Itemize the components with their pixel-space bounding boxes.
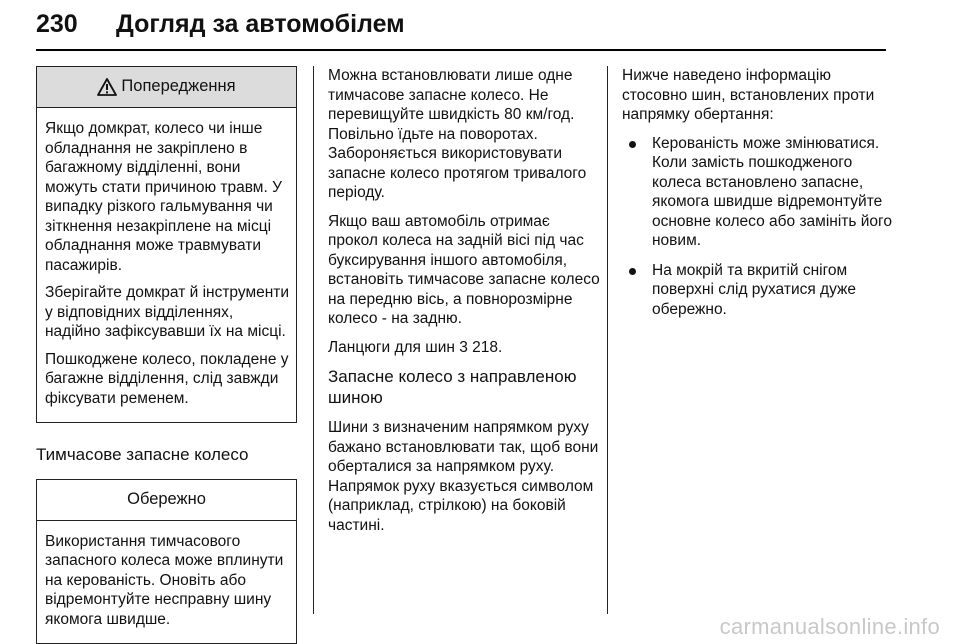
body-paragraph: Шини з визначеним напрямком руху бажано встановлювати так, щоб вони оберталися за напрямком руху. Напрямок руху вказується символом (наприклад, стрілкою) на боковій частині. [328,418,600,535]
list-item: Керованість може змінюватися. Коли замість пошкодженого колеса встановлено запасне, якомога швидше відремонтуйте основне колесо або замініть його новим. [622,134,892,251]
body-paragraph: Нижче наведено інформацію стосовно шин, встановлених проти напрямку обертання: [622,66,892,125]
column-2 [328,66,600,544]
caution-paragraph: Використання тимчасового запасного колеса може вплинути на керованість. Оновіть або відремонтуйте несправну шину якомога швидше. [45,532,290,630]
cross-reference-text: Ланцюги для шин [328,339,455,356]
caution-box-header [37,480,296,521]
column-3 [622,66,892,329]
column-divider [313,66,314,614]
caution-box-title: Обережно [127,490,206,510]
cross-reference [328,338,600,358]
warning-box-title: Попередження [121,77,235,97]
warning-box-header [37,67,296,108]
bullet-list [622,134,892,320]
page-header [36,6,886,52]
warning-paragraph: Якщо домкрат, колесо чи інше обладнання не закріплено в багажному відділенні, вони можуть стати причиною травм. У випадку різкого гальмування чи зіткнення незакріплене на місці обладнання може травмувати пасажирів. [45,119,290,275]
warning-paragraph: Пошкоджене колесо, покладене у багажне відділення, слід завжди фіксувати ременем. [45,350,290,409]
page-title: Догляд за автомобілем [116,10,405,39]
page-number: 230 [36,10,78,39]
warning-box-body [37,108,296,422]
warning-paragraph: Зберігайте домкрат й інструменти у відповідних відділеннях, надійно зафіксувавши їх на місці. [45,283,290,342]
watermark: carmanualsonline.info [720,614,940,640]
cross-reference-page: 218. [472,339,502,356]
warning-box [36,66,297,423]
body-paragraph: Якщо ваш автомобіль отримає прокол колеса на задній вісі під час буксирування іншого автомобіля, встановіть тимчасове запасне колесо на передню вісь, а повнорозмірне колесо - на задню. [328,212,600,329]
caution-box-body [37,521,296,644]
reference-arrow-icon: 3 [459,339,468,356]
section-heading: Тимчасове запасне колесо [36,445,298,465]
body-paragraph: Можна встановлювати лише одне тимчасове запасне колесо. Не перевищуйте швидкість 80 км/год. Повільно їдьте на поворотах. Забороняється використовувати запасне колесо протягом тривалого періоду. [328,66,600,203]
caution-box [36,479,297,644]
warning-triangle-icon [97,78,117,96]
column-1 [36,66,298,644]
column-divider [607,66,608,614]
list-item: На мокрій та вкритій снігом поверхні слід рухатися дуже обережно. [622,261,892,320]
subsection-heading: Запасне колесо з направленою шиною [328,366,600,408]
header-rule [36,49,886,51]
